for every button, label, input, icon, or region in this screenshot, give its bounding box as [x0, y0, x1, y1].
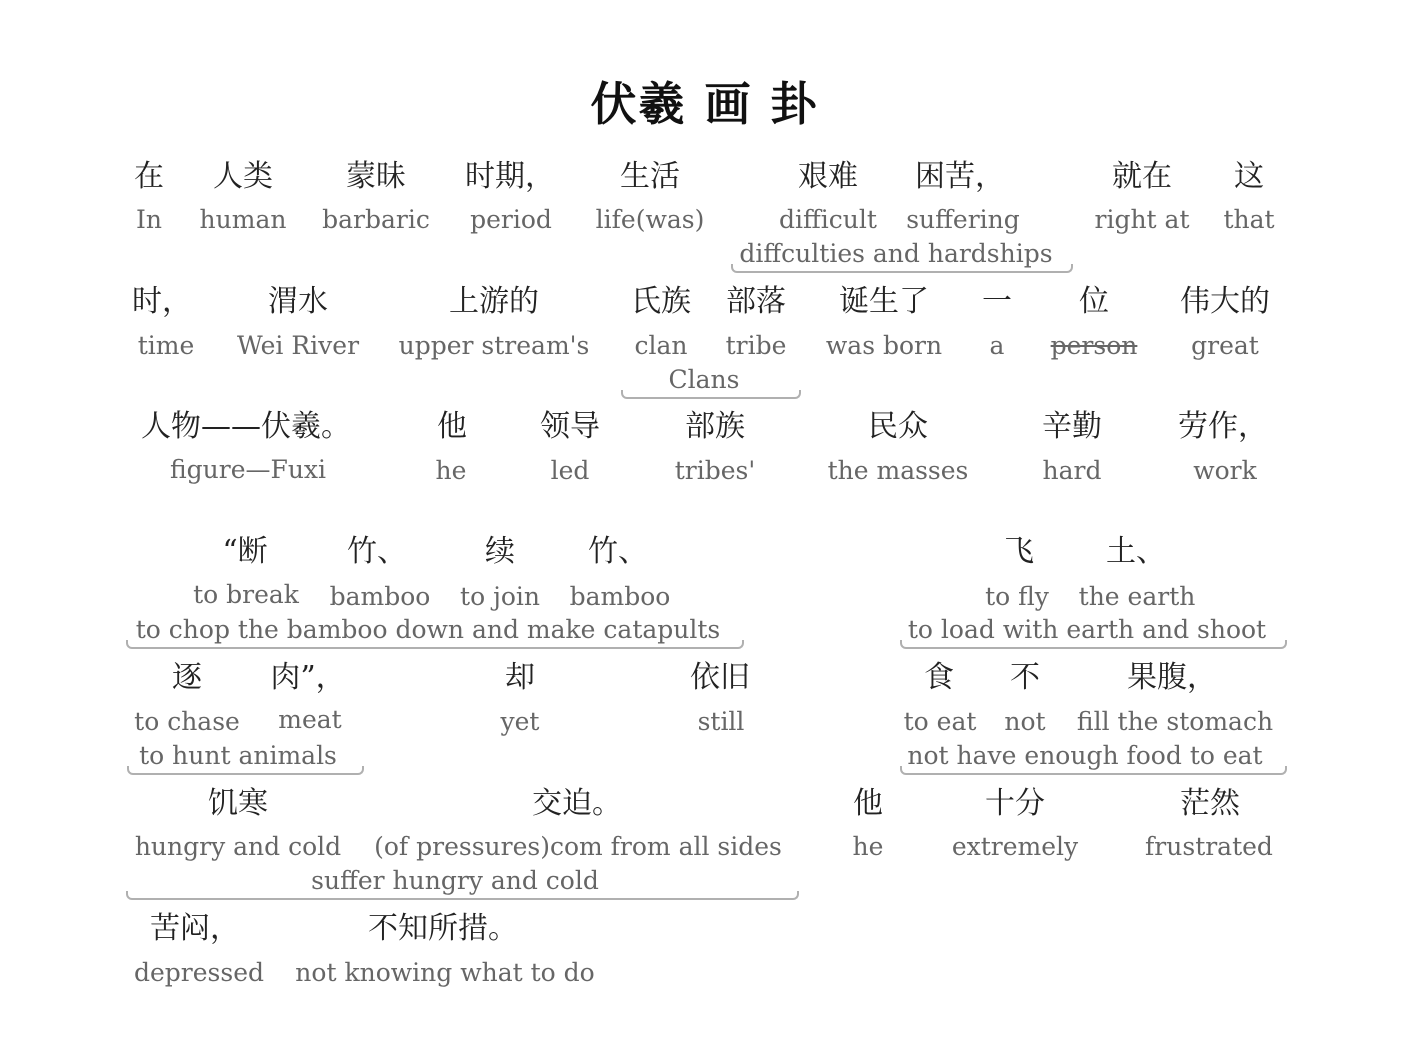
english-word: he: [852, 832, 884, 861]
english-word: hard: [1042, 456, 1102, 485]
english-word: depressed: [133, 958, 265, 987]
phrase-gloss: to hunt animals: [139, 741, 337, 770]
english-word: hungry and cold: [134, 832, 342, 861]
english-word: figure—Fuxi: [169, 455, 327, 484]
english-word: that: [1223, 205, 1275, 234]
chinese-word: 土、: [1106, 534, 1166, 569]
chinese-word: 食: [924, 660, 954, 695]
chinese-word: 人物——伏羲。: [141, 409, 351, 444]
phrase-bracket: [127, 766, 364, 775]
chinese-word: 不: [1010, 660, 1040, 695]
chinese-word: 艰难: [798, 159, 858, 194]
chinese-word: 十分: [985, 786, 1045, 821]
chinese-word: 民众: [868, 409, 928, 444]
english-word: not knowing what to do: [295, 958, 595, 987]
chinese-word: 困苦，: [915, 159, 1005, 194]
english-word: tribes': [674, 456, 756, 485]
chinese-word: 却: [505, 660, 535, 695]
phrase-gloss: not have enough food to eat: [907, 741, 1263, 770]
english-word: to join: [460, 582, 540, 611]
phrase-bracket: [126, 891, 799, 900]
english-word: meat: [278, 705, 342, 734]
english-word: tribe: [725, 331, 787, 360]
english-word: not: [1004, 707, 1046, 736]
english-word: difficult: [779, 205, 877, 234]
english-word: bamboo: [569, 582, 671, 611]
chinese-word: 伟大的: [1180, 284, 1270, 319]
english-word: life(was): [595, 205, 705, 234]
chinese-word: 不知所措。: [368, 911, 518, 946]
chinese-word: 一: [982, 284, 1012, 319]
chinese-word: 饥寒: [208, 786, 268, 821]
english-word: to chase: [134, 707, 240, 736]
english-word: In: [136, 205, 162, 234]
chinese-word: 依旧: [690, 660, 750, 695]
chinese-word: 竹、: [588, 534, 648, 569]
chinese-word: 他: [853, 786, 883, 821]
chinese-word: 肉”，: [270, 660, 346, 695]
chinese-word: 诞生了: [839, 284, 929, 319]
chinese-word: 人类: [213, 159, 273, 194]
english-word: barbaric: [322, 205, 430, 234]
chinese-word: 辛勤: [1042, 409, 1102, 444]
english-word: period: [470, 205, 552, 234]
phrase-gloss: diffculties and hardships: [739, 239, 1053, 268]
chinese-word: 交迫。: [532, 786, 622, 821]
english-word: to eat: [903, 707, 977, 736]
chinese-word: 苦闷，: [150, 911, 240, 946]
english-word: clan: [634, 331, 688, 360]
english-word: was born: [825, 331, 943, 360]
english-word: work: [1193, 456, 1257, 485]
english-word: yet: [500, 707, 540, 736]
phrase-bracket: [731, 264, 1073, 273]
chinese-word: 在: [134, 159, 164, 194]
english-word: he: [435, 456, 467, 485]
chinese-word: “断: [222, 534, 268, 569]
english-word: fill the stomach: [1076, 707, 1274, 736]
english-word: still: [697, 707, 745, 736]
chinese-word: 领导: [540, 409, 600, 444]
english-word: right at: [1094, 205, 1190, 234]
english-word: human: [199, 205, 287, 234]
english-word: Wei River: [236, 331, 360, 360]
english-word: a: [989, 331, 1005, 360]
chinese-word: 渭水: [268, 284, 328, 319]
english-word: great: [1191, 331, 1259, 360]
chinese-word: 竹、: [347, 534, 407, 569]
chinese-word: 他: [437, 409, 467, 444]
english-word: bamboo: [329, 582, 431, 611]
english-word: time: [137, 331, 195, 360]
chinese-word: 果腹，: [1127, 660, 1217, 695]
chinese-word: 部族: [685, 409, 745, 444]
english-word: frustrated: [1145, 832, 1273, 861]
chinese-word: 就在: [1112, 159, 1172, 194]
chinese-word: 飞: [1004, 534, 1034, 569]
phrase-bracket: [900, 640, 1287, 649]
english-word: extremely: [951, 832, 1079, 861]
english-word: (of pressures)com from all sides: [374, 832, 782, 861]
chinese-word: 氏族: [631, 284, 691, 319]
chinese-word: 部落: [726, 284, 786, 319]
chinese-word: 逐: [172, 660, 202, 695]
chinese-word: 时期，: [465, 159, 555, 194]
english-word: the masses: [827, 456, 969, 485]
chinese-word: 生活: [620, 159, 680, 194]
chinese-word: 劳作，: [1178, 409, 1268, 444]
phrase-gloss: Clans: [668, 365, 740, 394]
english-word-struck: person: [1050, 331, 1138, 360]
english-word: suffering: [906, 205, 1020, 234]
phrase-gloss: suffer hungry and cold: [311, 866, 599, 895]
english-word: to fly: [985, 582, 1049, 611]
chinese-word: 续: [485, 534, 515, 569]
phrase-gloss: to chop the bamboo down and make catapults: [135, 615, 721, 644]
phrase-bracket: [621, 390, 801, 399]
chinese-word: 上游的: [449, 284, 539, 319]
chinese-word: 位: [1079, 284, 1109, 319]
chinese-word: 这: [1234, 159, 1264, 194]
english-word: led: [550, 456, 590, 485]
chinese-word: 茫然: [1180, 786, 1240, 821]
chinese-word: 时，: [132, 284, 192, 319]
english-word: the earth: [1078, 582, 1196, 611]
phrase-bracket: [126, 640, 744, 649]
english-word: to break: [193, 580, 299, 609]
page-title: 伏羲 画 卦: [590, 77, 819, 131]
english-word: upper stream's: [398, 331, 590, 360]
phrase-bracket: [900, 766, 1287, 775]
phrase-gloss: to load with earth and shoot: [907, 615, 1267, 644]
chinese-word: 蒙昧: [346, 159, 406, 194]
